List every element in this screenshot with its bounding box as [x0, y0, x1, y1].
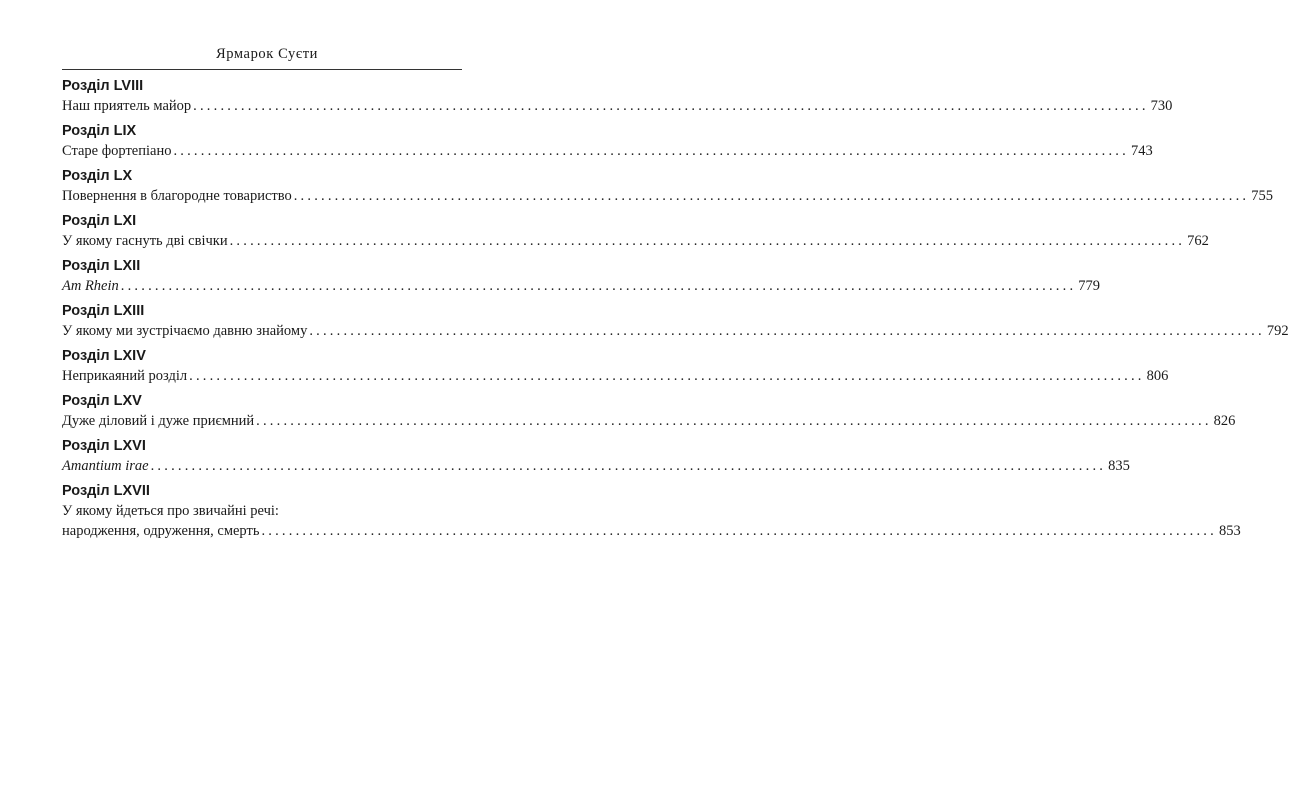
toc-line [62, 276, 1101, 296]
page-number: 762 [1187, 233, 1209, 249]
toc-line [62, 456, 1130, 476]
toc-line [62, 321, 1289, 341]
dot-leader: ............................................................................................................................................ [120, 278, 1077, 294]
chapter-heading: Розділ LX [62, 168, 133, 184]
toc-entry [62, 301, 1289, 341]
toc-line [62, 366, 1169, 386]
page-number: 792 [1266, 323, 1289, 339]
chapter-title: У якому ми зустрічаємо давню знайому [62, 323, 308, 339]
dot-leader: ............................................................................................................................................ [309, 323, 1265, 339]
toc-line [62, 231, 1209, 251]
toc-entry [62, 76, 1173, 116]
page-number: 853 [1218, 523, 1241, 539]
chapter-heading: Розділ LXVII [62, 483, 150, 499]
dot-leader: ............................................................................................................................................ [256, 413, 1212, 429]
toc-entry [62, 391, 1236, 431]
toc-line [62, 96, 1173, 116]
dot-leader: ............................................................................................................................................ [229, 233, 1186, 249]
dot-leader: ............................................................................................................................................ [173, 143, 1129, 159]
chapter-heading: Розділ LXI [62, 213, 137, 229]
chapter-title-first-line: У якому йдеться про звичайні речі: [62, 503, 279, 519]
chapter-heading: Розділ LVIII [62, 78, 144, 94]
chapter-title: Дуже діловий і дуже приємний [62, 413, 255, 429]
chapter-heading: Розділ LXV [62, 393, 142, 409]
toc-line [62, 141, 1153, 161]
chapter-title: народження, одруження, смерть [62, 523, 260, 539]
dot-leader: ............................................................................................................................................ [193, 98, 1149, 114]
toc-entry [62, 346, 1169, 386]
dot-leader: ............................................................................................................................................ [293, 188, 1250, 204]
toc-entry [62, 256, 1101, 296]
chapter-title: Amantium irae [62, 458, 149, 474]
toc-line [62, 186, 1273, 206]
toc-entry [62, 121, 1153, 161]
running-head: Ярмарок Суєти [215, 46, 319, 62]
toc-entry [62, 481, 1241, 541]
chapter-title: Старе фортепіано [62, 143, 172, 159]
page-number: 835 [1108, 458, 1130, 474]
page-number: 743 [1130, 143, 1153, 159]
dot-leader: ............................................................................................................................................ [189, 368, 1145, 384]
toc-line [62, 521, 1241, 541]
chapter-title: Am Rhein [62, 278, 119, 294]
chapter-title: Неприкаяний розділ [62, 368, 188, 384]
chapter-heading: Розділ LXIV [62, 348, 146, 364]
dot-leader: ............................................................................................................................................ [261, 523, 1217, 539]
page-number: 826 [1213, 413, 1236, 429]
header-rule [62, 69, 462, 70]
chapter-heading: Розділ LXVI [62, 438, 146, 454]
toc-entry [62, 211, 1209, 251]
dot-leader: ............................................................................................................................................ [150, 458, 1107, 474]
chapter-title: Наш приятель майор [62, 98, 192, 114]
chapter-title: У якому гаснуть дві свічки [62, 233, 228, 249]
page-number: 755 [1251, 188, 1273, 204]
toc-line [62, 411, 1236, 431]
page-number: 730 [1150, 98, 1173, 114]
chapter-title: Повернення в благородне товариство [62, 188, 292, 204]
chapter-heading: Розділ LXIII [62, 303, 145, 319]
toc-entry [62, 166, 1273, 206]
chapter-heading: Розділ LIX [62, 123, 137, 139]
chapter-heading: Розділ LXII [62, 258, 141, 274]
toc-entry [62, 436, 1130, 476]
page-number: 779 [1078, 278, 1101, 294]
page-number: 806 [1146, 368, 1169, 384]
table-of-contents [62, 76, 1289, 546]
